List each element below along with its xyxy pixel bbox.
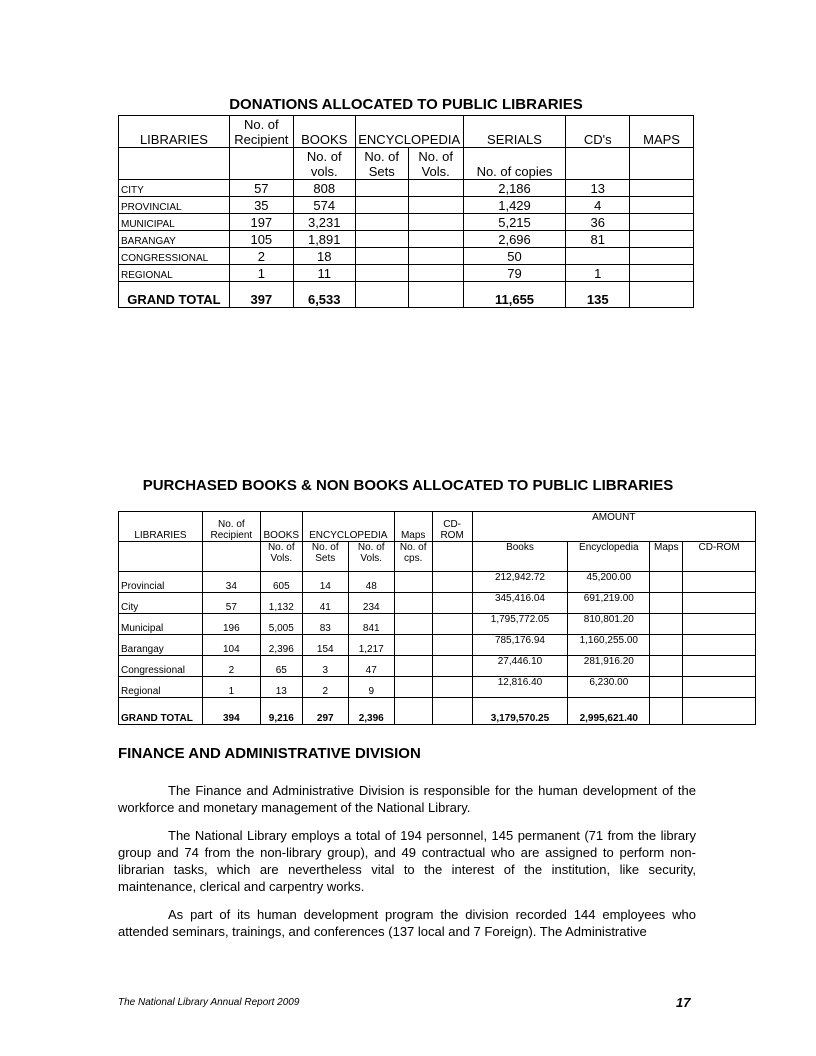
table-row [119,614,756,635]
row-vols: 47 [348,656,394,677]
row-library-name: City [119,593,203,614]
grand-total-row [119,282,694,308]
purchased-subheader-sets: No. of Sets [302,542,348,572]
finance-heading: FINANCE AND ADMINISTRATIVE DIVISION [118,745,421,762]
table-row [119,265,694,282]
table-row [119,248,694,265]
purchased-table [118,511,756,725]
row-books: 3,231 [293,214,355,231]
row-cdrom [432,677,472,698]
table-row [119,593,756,614]
row-cdrom [432,614,472,635]
row-library-name: REGIONAL [119,265,230,282]
row-cdrom [432,656,472,677]
purchased-subheader-amt-enc: Encyclopedia [568,542,650,572]
purchased-subheader-empty [432,542,472,572]
donations-subheader-sets: No. of Sets [355,148,408,180]
row-books: 11 [293,265,355,282]
purchased-subheader-amt-books: Books [472,542,568,572]
table-row [119,231,694,248]
donations-subheader-empty [229,148,293,180]
row-recipient: 57 [202,593,260,614]
row-recipient: 57 [229,180,293,197]
row-amount-maps [650,656,683,677]
row-sets [355,231,408,248]
purchased-subheader-empty [202,542,260,572]
row-sets [355,180,408,197]
donations-subheader-vols: No. of vols. [293,148,355,180]
row-sets [355,265,408,282]
row-vols: 9 [348,677,394,698]
row-books: 2,396 [260,635,302,656]
row-books: 1,891 [293,231,355,248]
total-books: 6,533 [293,282,355,308]
row-amount-maps [650,593,683,614]
donations-subheader-copies: No. of copies [463,148,566,180]
row-vols: 48 [348,572,394,593]
purchased-header-libraries: LIBRARIES [119,512,203,542]
total-recipient: 394 [202,698,260,725]
row-cdrom [432,593,472,614]
donations-header-cds: CD's [566,116,630,148]
row-enc-vols [408,248,463,265]
row-amount-maps [650,614,683,635]
row-maps [394,656,432,677]
row-sets: 41 [302,593,348,614]
row-amount-books: 27,446.10 [472,656,568,677]
row-sets: 83 [302,614,348,635]
row-cds: 36 [566,214,630,231]
row-recipient: 104 [202,635,260,656]
row-books: 574 [293,197,355,214]
total-recipient: 397 [229,282,293,308]
row-amount-encyclopedia: 45,200.00 [568,572,650,593]
row-sets: 3 [302,656,348,677]
row-library-name: Congressional [119,656,203,677]
row-library-name: MUNICIPAL [119,214,230,231]
row-library-name: CONGRESSIONAL [119,248,230,265]
total-amount-maps [650,698,683,725]
row-amount-encyclopedia: 281,916.20 [568,656,650,677]
row-amount-books: 345,416.04 [472,593,568,614]
row-library-name: CITY [119,180,230,197]
row-maps [394,593,432,614]
donations-header-recipient: No. of Recipient [229,116,293,148]
row-cds: 1 [566,265,630,282]
row-amount-cdrom [683,656,756,677]
total-maps [630,282,694,308]
table-row [119,572,756,593]
row-enc-vols [408,214,463,231]
row-amount-cdrom [683,677,756,698]
row-books: 13 [260,677,302,698]
row-amount-maps [650,677,683,698]
row-amount-cdrom [683,635,756,656]
row-maps [394,677,432,698]
row-recipient: 35 [229,197,293,214]
total-books: 9,216 [260,698,302,725]
donations-subheader-empty [119,148,230,180]
row-cdrom [432,635,472,656]
row-library-name: Municipal [119,614,203,635]
row-cdrom [432,572,472,593]
total-sets: 297 [302,698,348,725]
purchased-header-amount: AMOUNT [472,512,755,542]
row-library-name: Provincial [119,572,203,593]
purchased-header-encyclopedia: ENCYCLOPEDIA [302,512,394,542]
row-amount-encyclopedia: 6,230.00 [568,677,650,698]
donations-header-books: BOOKS [293,116,355,148]
total-amount-books: 3,179,570.25 [472,698,568,725]
finance-paragraph-1: The Finance and Administrative Division is responsible for the human development of the workforce and monetary management of the National Library. [118,783,696,815]
purchased-subheader-amt-cdrom: CD-ROM [683,542,756,572]
purchased-title: PURCHASED BOOKS & NON BOOKS ALLOCATED TO PUBLIC LIBRARIES [142,477,674,494]
row-vols: 234 [348,593,394,614]
donations-header-libraries: LIBRARIES [119,116,230,148]
row-sets: 154 [302,635,348,656]
row-enc-vols [408,265,463,282]
row-serials: 2,696 [463,231,566,248]
row-books: 5,005 [260,614,302,635]
grand-total-label: GRAND TOTAL [119,282,230,308]
row-amount-books: 212,942.72 [472,572,568,593]
row-enc-vols [408,197,463,214]
table-row [119,180,694,197]
row-amount-maps [650,635,683,656]
table-row [119,214,694,231]
row-enc-vols [408,231,463,248]
donations-subheader-empty [566,148,630,180]
row-library-name: Barangay [119,635,203,656]
row-amount-maps [650,572,683,593]
donations-subheader-enc-vols: No. of Vols. [408,148,463,180]
row-vols: 1,217 [348,635,394,656]
row-cds [566,248,630,265]
row-cds: 13 [566,180,630,197]
row-serials: 79 [463,265,566,282]
total-maps [394,698,432,725]
row-recipient: 2 [202,656,260,677]
row-maps [630,265,694,282]
row-recipient: 197 [229,214,293,231]
total-sets [355,282,408,308]
purchased-header-cdrom: CD-ROM [432,512,472,542]
row-cds: 4 [566,197,630,214]
donations-header-encyclopedia: ENCYCLOPEDIA [355,116,463,148]
row-amount-encyclopedia: 1,160,255.00 [568,635,650,656]
row-maps [630,214,694,231]
row-books: 605 [260,572,302,593]
row-enc-vols [408,180,463,197]
row-serials: 1,429 [463,197,566,214]
row-recipient: 196 [202,614,260,635]
row-library-name: PROVINCIAL [119,197,230,214]
purchased-subheader-empty [119,542,203,572]
row-maps [394,614,432,635]
table-row [119,635,756,656]
donations-title: DONATIONS ALLOCATED TO PUBLIC LIBRARIES [229,96,583,113]
row-maps [394,635,432,656]
table-row [119,677,756,698]
row-books: 18 [293,248,355,265]
purchased-subheader-cps: No. of cps. [394,542,432,572]
purchased-header-maps: Maps [394,512,432,542]
row-cds: 81 [566,231,630,248]
row-recipient: 1 [229,265,293,282]
row-library-name: Regional [119,677,203,698]
row-maps [394,572,432,593]
finance-paragraph-3: As part of its human development program the division recorded 144 employees who attended seminars, trainings, and conferences (137 local and 7 Foreign). The Administrative [118,907,696,939]
row-serials: 2,186 [463,180,566,197]
table-row [119,656,756,677]
row-serials: 50 [463,248,566,265]
row-sets [355,197,408,214]
purchased-subheader-enc-vols: No. of Vols. [348,542,394,572]
row-amount-cdrom [683,614,756,635]
row-books: 1,132 [260,593,302,614]
row-sets: 2 [302,677,348,698]
donations-header-maps: MAPS [630,116,694,148]
row-recipient: 105 [229,231,293,248]
total-cdrom [432,698,472,725]
purchased-subheader-vols: No. of Vols. [260,542,302,572]
total-amount-encyclopedia: 2,995,621.40 [568,698,650,725]
finance-paragraph-2: The National Library employs a total of 194 personnel, 145 permanent (71 from the library group and 74 from the non-library group), and 49 contractual who are assigned to perform non-librarian tasks, which are nevertheless vital to the interest of the institution, like security, maintenance, clerical and carpentry works. [118,828,696,894]
row-sets [355,248,408,265]
row-amount-encyclopedia: 810,801.20 [568,614,650,635]
row-books: 808 [293,180,355,197]
row-recipient: 1 [202,677,260,698]
purchased-subheader-amt-maps: Maps [650,542,683,572]
row-amount-books: 1,795,772.05 [472,614,568,635]
row-maps [630,197,694,214]
row-recipient: 2 [229,248,293,265]
grand-total-label: GRAND TOTAL [119,698,203,725]
row-amount-encyclopedia: 691,219.00 [568,593,650,614]
row-vols: 841 [348,614,394,635]
row-library-name: BARANGAY [119,231,230,248]
row-amount-cdrom [683,593,756,614]
total-cds: 135 [566,282,630,308]
row-amount-books: 785,176.94 [472,635,568,656]
total-serials: 11,655 [463,282,566,308]
donations-header-serials: SERIALS [463,116,566,148]
grand-total-row [119,698,756,725]
row-sets: 14 [302,572,348,593]
row-books: 65 [260,656,302,677]
table-row [119,197,694,214]
row-amount-books: 12,816.40 [472,677,568,698]
footer-report-title: The National Library Annual Report 2009 [118,997,300,1008]
page-number: 17 [676,995,691,1010]
total-enc-vols [408,282,463,308]
row-maps [630,231,694,248]
donations-table [118,115,694,308]
row-recipient: 34 [202,572,260,593]
row-serials: 5,215 [463,214,566,231]
row-maps [630,180,694,197]
purchased-header-books: BOOKS [260,512,302,542]
total-vols: 2,396 [348,698,394,725]
total-amount-cdrom [683,698,756,725]
purchased-header-recipient: No. of Recipient [202,512,260,542]
row-amount-cdrom [683,572,756,593]
row-maps [630,248,694,265]
donations-subheader-empty [630,148,694,180]
row-sets [355,214,408,231]
